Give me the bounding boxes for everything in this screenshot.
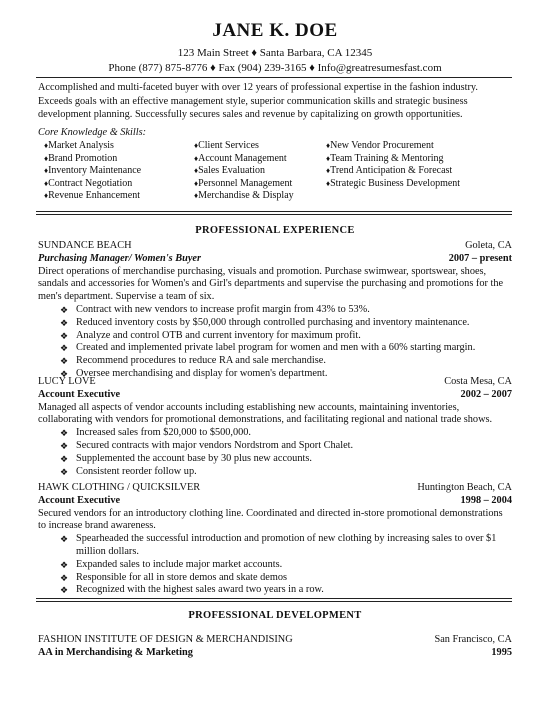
job-description: Direct operations of merchandise purchasing, visuals and promotion. Purchase swimwear, sportswear, shoes, sandals and accessories for Women's and Girl's departments and supervise the purchasing and promotions for the men's department. Supervise a team of six. [38,265,504,303]
degree-year: 1995 [491,647,512,658]
job-entry [38,482,512,597]
achievement-list [38,533,512,597]
achievement-item: ❖ Expanded sales to include major market accounts. [60,559,512,572]
development-heading: PROFESSIONAL DEVELOPMENT [188,610,362,621]
job-entry [38,240,512,381]
achievement-item: ❖ Analyze and control OTB and current inventory for maximum profit. [60,330,512,343]
achievement-item: ❖ Recommend procedures to reduce RA and sale merchandise. [60,355,512,368]
skill-item: ♦ Inventory Maintenance [44,165,194,178]
job-description: Secured vendors for an introductory clothing line. Coordinated and directed in-store promotional demonstrations to increase brand awareness. [38,507,503,532]
skill-item: ♦ Trend Anticipation & Forecast [326,165,516,178]
skill-item: ♦ Personnel Management [194,178,326,191]
skill-item: ♦ New Vendor Procurement [326,140,516,153]
job-dates: 2007 – present [448,252,512,264]
achievement-list [38,304,512,381]
skill-item: ♦ Team Training & Mentoring [326,153,516,166]
achievement-item: ❖ Consistent reorder follow up. [60,466,512,479]
achievement-item: ❖ Responsible for all in store demos and skate demos [60,572,512,585]
summary-paragraph: Accomplished and multi-faceted buyer with over 12 years of professional expertise in the fashion industry. Exceeds goals with an effective management style, superior communication skills and strategic business development planning. Successfully secures sales and revenue by capitalizing on growth opportunities. [38,82,478,120]
education-entry [38,633,512,659]
achievement-item: ❖ Spearheaded the successful introduction and promotion of new clothing by increasing sales to over $1 million dollars. [60,533,512,559]
job-entry [38,376,512,478]
company-name: SUNDANCE BEACH [38,240,132,251]
job-dates: 2002 – 2007 [460,388,512,400]
skill-item: ♦ Brand Promotion [44,153,194,166]
skill-item: ♦ Sales Evaluation [194,165,326,178]
job-location: Costa Mesa, CA [444,376,512,387]
job-dates: 1998 – 2004 [460,494,512,506]
experience-heading: PROFESSIONAL EXPERIENCE [195,225,355,236]
school-name: FASHION INSTITUTE OF DESIGN & MERCHANDISING [38,634,293,645]
job-description: Managed all aspects of vendor accounts including establishing new accounts, maintaining inventories, collaborating with vendors for promotional demonstrations, and facilitating regional and national trade shows. [38,401,493,426]
contact-line: Phone (877) 875-8776 ♦ Fax (904) 239-3165 ♦ Info@greatresumesfast.com [108,62,442,74]
achievement-item: ❖ Created and implemented private label program for women and men with a 60% starting margin. [60,342,512,355]
achievement-item: ❖ Contract with new vendors to increase profit margin from 43% to 53%. [60,304,512,317]
achievement-item: ❖ Increased sales from $20,000 to $500,000. [60,427,512,440]
section-divider [36,211,512,215]
job-location: Goleta, CA [465,240,512,251]
company-name: LUCY LOVE [38,376,96,387]
job-title: Account Executive [38,494,121,506]
skill-item: ♦ Merchandise & Display [194,190,326,203]
degree: AA in Merchandising & Marketing [38,647,193,658]
skill-item: ♦ Account Management [194,153,326,166]
achievement-item: ❖ Supplemented the account base by 30 plus new accounts. [60,453,512,466]
header-divider [36,77,512,78]
school-location: San Francisco, CA [434,634,512,645]
section-divider [36,598,512,602]
job-title: Purchasing Manager/ Women's Buyer [38,252,201,264]
job-title: Account Executive [38,388,121,400]
skill-item: ♦ Strategic Business Development [326,178,516,191]
core-skills-title: Core Knowledge & Skills: [38,127,147,138]
resume-name: JANE K. DOE [212,20,338,41]
achievement-list [38,427,512,478]
achievement-item: ❖ Oversee merchandising and display for women's department. [60,368,512,381]
core-skills-list [44,140,514,203]
company-name: HAWK CLOTHING / QUICKSILVER [38,482,201,493]
skill-item: ♦ Client Services [194,140,326,153]
skill-item: ♦ Market Analysis [44,140,194,153]
job-location: Huntington Beach, CA [417,482,512,493]
skill-item: ♦ Revenue Enhancement [44,190,194,203]
skill-item: ♦ Contract Negotiation [44,178,194,191]
address-line: 123 Main Street ♦ Santa Barbara, CA 12345 [177,47,373,59]
achievement-item: ❖ Secured contracts with major vendors Nordstrom and Sport Chalet. [60,440,512,453]
achievement-item: ❖ Reduced inventory costs by $50,000 through controlled purchasing and inventory maintenance. [60,317,512,330]
achievement-item: ❖ Recognized with the highest sales award two years in a row. [60,584,512,597]
